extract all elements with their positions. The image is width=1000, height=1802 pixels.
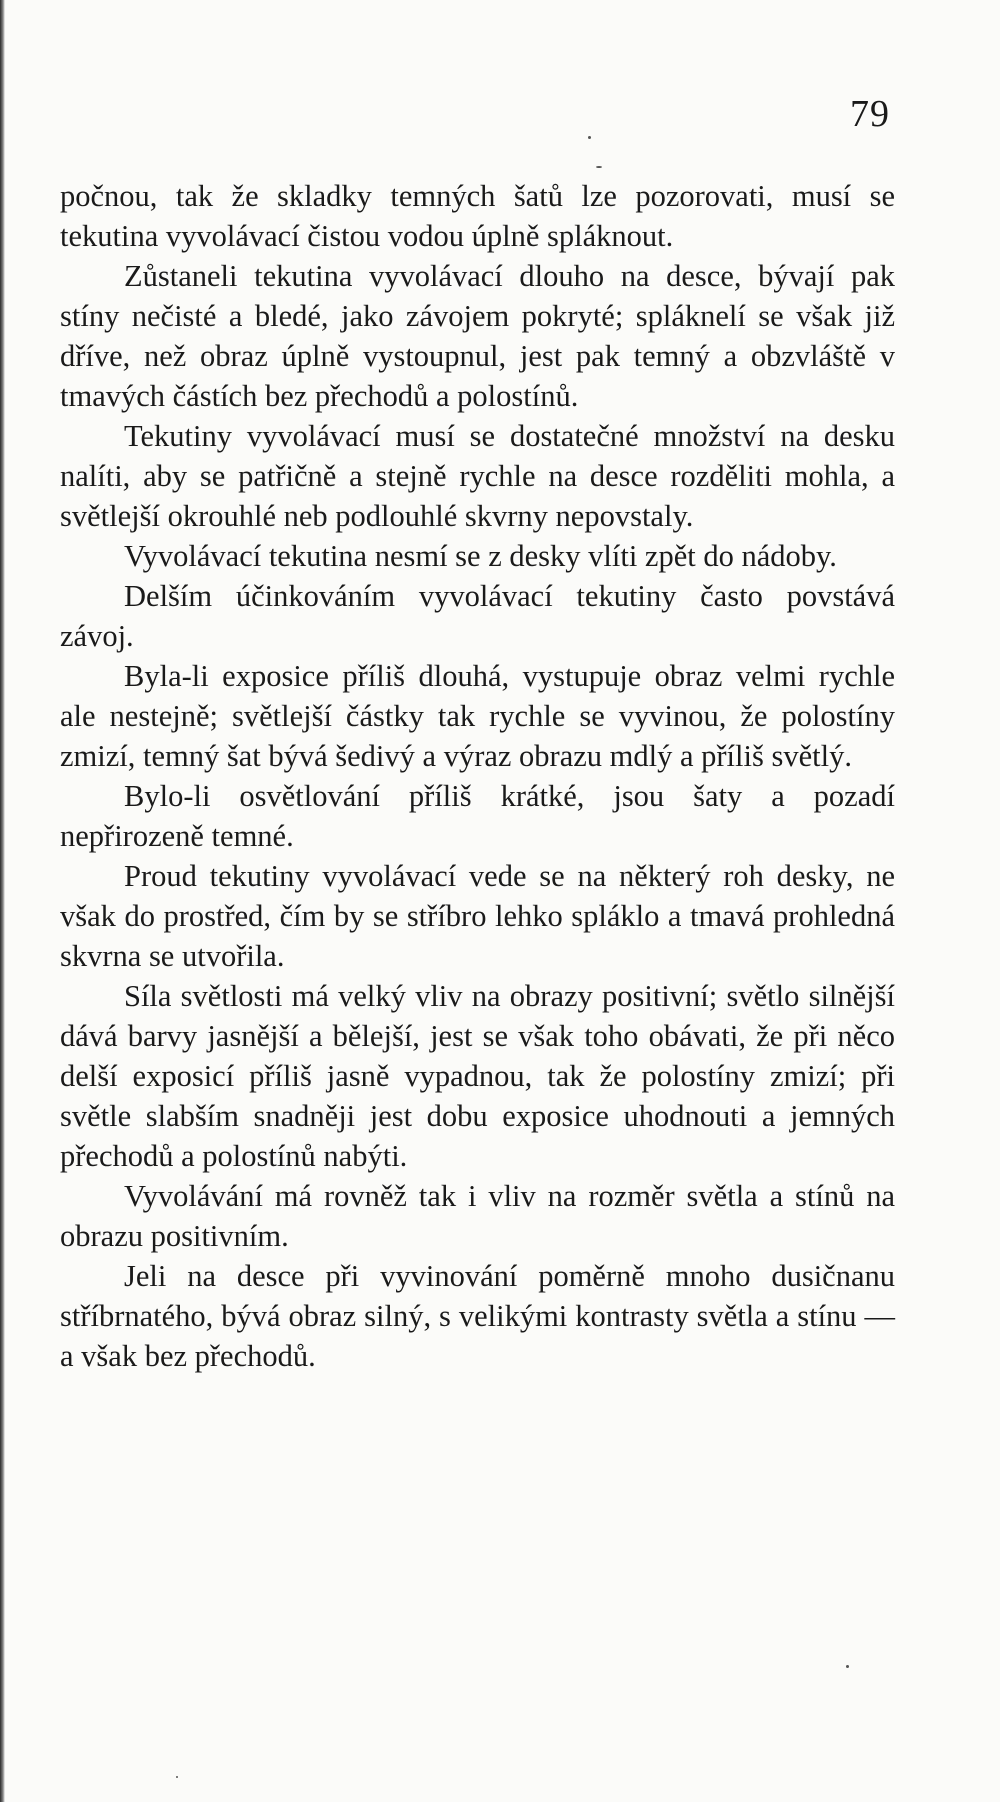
page-number: 79 [850, 93, 890, 135]
paragraph: Vyvolávání má rovněž tak i vliv na rozměr světla a stínů na obrazu positivním. [60, 1179, 895, 1253]
paragraph: Jeli na desce při vyvinování poměrně mnoho dusičnanu stříbrnatého, bývá obraz silný, s velikými kontrasty světla a stínu — a však bez přechodů. [60, 1259, 895, 1373]
print-speck [596, 166, 602, 168]
paragraph: Vyvolávací tekutina nesmí se z desky vlíti zpět do nádoby. [124, 539, 837, 573]
print-speck [176, 1776, 178, 1778]
paragraph: Byla-li exposice příliš dlouhá, vystupuje obraz velmi rychle ale nestejně; světlejší částky tak rychle se vyvinou, že polostíny zmizí, temný šat bývá šedivý a výraz obrazu mdlý a příliš světlý. [60, 659, 895, 773]
print-speck [588, 136, 591, 139]
paragraph: Delším účinkováním vyvolávací tekutiny často povstává závoj. [60, 579, 895, 653]
page-binding-edge [0, 0, 5, 1802]
paragraph: Zůstaneli tekutina vyvolávací dlouho na desce, bývají pak stíny nečisté a bledé, jako závojem pokryté; spláknelí se však již dříve, než obraz úplně vystoupnul, jest pak temný a obzvláště v tmavých částích bez přechodů a polostínů. [60, 259, 895, 413]
paragraph: Bylo-li osvětlování příliš krátké, jsou šaty a pozadí nepřirozeně temné. [60, 779, 895, 853]
body-text [60, 176, 895, 1376]
paragraph: Síla světlosti má velký vliv na obrazy positivní; světlo silnější dává barvy jasnější a bělejší, jest se však toho obávati, že při něco delší exposicí příliš jasně vypadnou, tak že polostíny zmizí; při světle slabším snadněji jest dobu exposice uhodnouti a jemných přechodů a polostínů nabýti. [60, 979, 895, 1173]
paragraph: Tekutiny vyvolávací musí se dostatečné množství na desku nalíti, aby se patřičně a stejně rychle na desce rozděliti mohla, a světlejší okrouhlé neb podlouhlé skvrny nepovstaly. [60, 419, 895, 533]
paragraph-continuation: počnou, tak že skladky temných šatů lze pozorovati, musí se tekutina vyvolávací čistou vodou úplně spláknout. [60, 179, 895, 253]
paragraph: Proud tekutiny vyvolávací vede se na některý roh desky, ne však do prostřed, čím by se stříbro lehko spláklo a tmavá prohledná skvrna se utvořila. [60, 859, 895, 973]
print-speck [846, 1665, 849, 1668]
